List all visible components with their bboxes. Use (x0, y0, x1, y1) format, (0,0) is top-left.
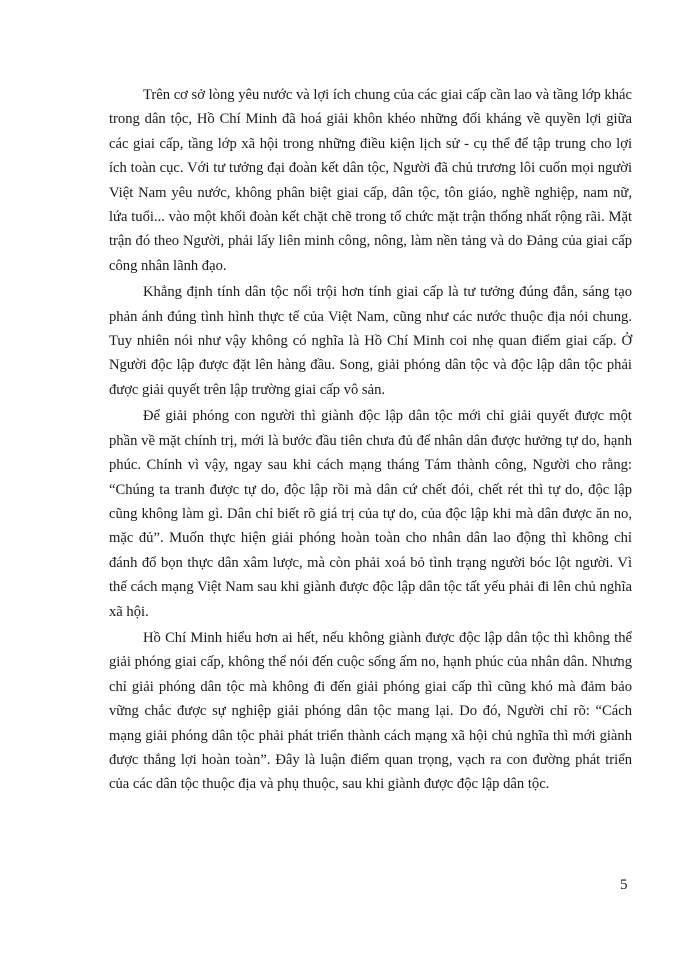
paragraph-2: Khẳng định tính dân tộc nổi trội hơn tính giai cấp là tư tưởng đúng đắn, sáng tạo phản ánh đúng tình hình thực tế của Việt Nam, cũng như các nước thuộc địa nói chung. Tuy nhiên nói như vậy không có nghĩa là Hồ Chí Minh coi nhẹ quan điểm giai cấp. Ở Người độc lập được đặt lên hàng đầu. Song, giải phóng dân tộc và độc lập dân tộc phải được giải quyết trên lập trường giai cấp vô sản. (109, 284, 632, 398)
paragraph-1: Trên cơ sở lòng yêu nước và lợi ích chung của các giai cấp cần lao và tầng lớp khác trong dân tộc, Hồ Chí Minh đã hoá giải khôn khéo những đối kháng về quyền lợi giữa các giai cấp, tầng lớp xã hội trong những điều kiện lịch sử - cụ thể để tập trung cho lợi ích toàn cục. Với tư tưởng đại đoàn kết dân tộc, Người đã chủ trương lôi cuốn mọi người Việt Nam yêu nước, không phân biệt giai cấp, dân tộc, tôn giáo, nghề nghiệp, nam nữ, lứa tuổi... vào một khối đoàn kết chặt chẽ trong tổ chức mặt trận thống nhất rộng rãi. Mặt trận đó theo Người, phải lấy liên minh công, nông, làm nền tảng và do Đảng của giai cấp công nhân lãnh đạo. (109, 87, 632, 274)
page-number: 5 (620, 877, 628, 893)
paragraph-4: Hồ Chí Minh hiểu hơn ai hết, nếu không giành được độc lập dân tộc thì không thể giải phóng giai cấp, không thể nói đến cuộc sống ấm no, hạnh phúc của nhân dân. Nhưng chỉ giải phóng dân tộc mà không đi đến giải phóng giai cấp thì cũng khó mà đảm bảo vững chắc được sự nghiệp giải phóng dân tộc mang lại. Do đó, Người chỉ rõ: “Cách mạng giải phóng dân tộc phải phát triển thành cách mạng xã hội chủ nghĩa thì mới giành được thắng lợi hoàn toàn”. Đây là luận điểm quan trọng, vạch ra con đường phát triển của các dân tộc thuộc địa và phụ thuộc, sau khi giành được độc lập dân tộc. (109, 629, 632, 793)
paragraph-3: Để giải phóng con người thì giành độc lập dân tộc mới chỉ giải quyết được một phần về mặt chính trị, mới là bước đầu tiên chưa đủ để nhân dân được hưởng tự do, hạnh phúc. Chính vì vậy, ngay sau khi cách mạng tháng Tám thành công, Người cho rằng: “Chúng ta tranh được tự do, độc lập rồi mà dân cứ chết đói, chết rét thì tự do, độc lập cũng không làm gì. Dân chỉ biết rõ giá trị của tự do, của độc lập khi mà dân được ăn no, mặc đủ”. Muốn thực hiện giải phóng hoàn toàn cho nhân dân lao động thì không chỉ đánh đổ bọn thực dân xâm lược, mà còn phải xoá bỏ tình trạng người bóc lột người. Vì thế cách mạng Việt Nam sau khi giành được độc lập dân tộc tất yếu phải đi lên chủ nghĩa xã hội. (109, 408, 632, 620)
document-body (109, 83, 632, 799)
